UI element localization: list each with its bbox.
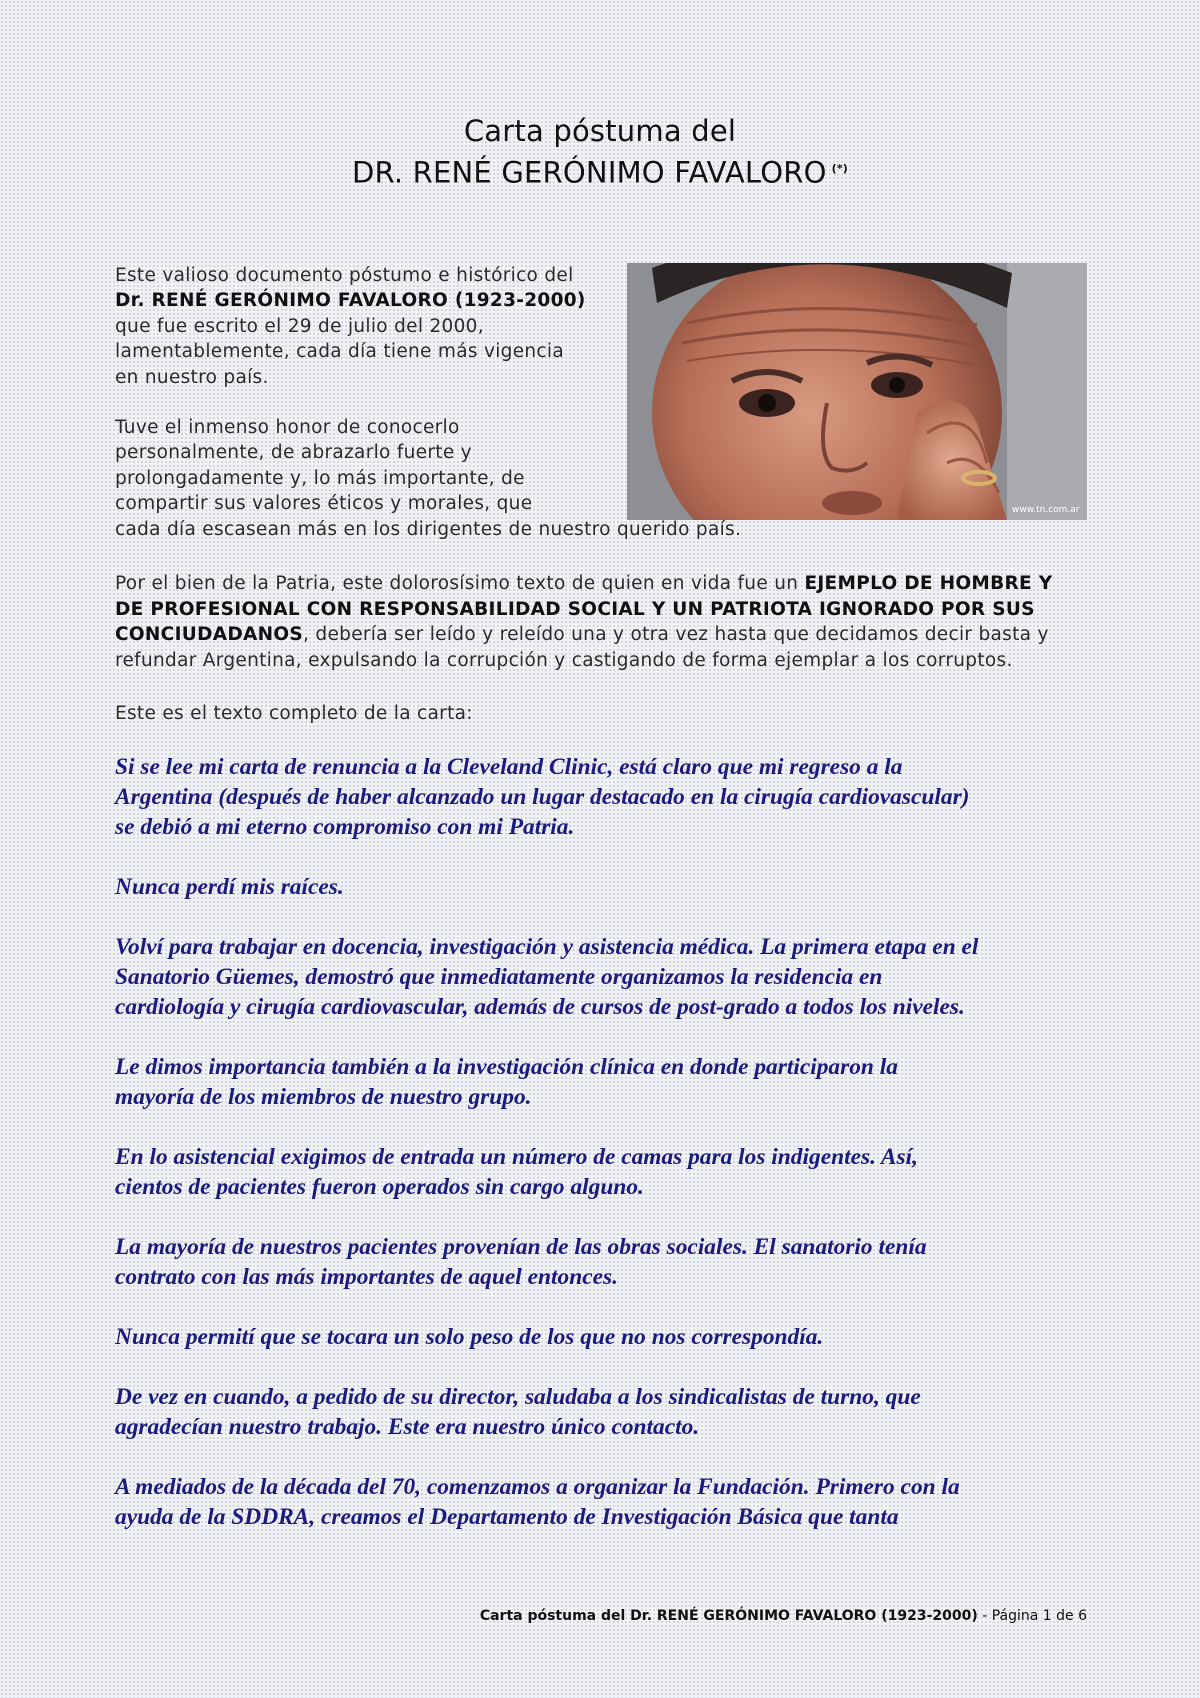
patria-text: , debería ser leído y releído una y otra vez hasta que decidamos decir basta y xyxy=(303,624,1049,646)
letter-paragraph xyxy=(115,1382,1115,1442)
intro-line: en nuestro país. xyxy=(115,366,269,388)
title-name: DR. RENÉ GERÓNIMO FAVALORO xyxy=(351,155,827,190)
letter-body xyxy=(115,752,1115,1562)
letter-paragraph xyxy=(115,1232,1115,1292)
intro-line: Tuve el inmenso honor de conocerlo xyxy=(115,417,460,439)
letter-line: A mediados de la década del 70, comenzamos a organizar la Fundación. Primero con la xyxy=(115,1474,960,1500)
letter-line: Nunca permití que se tocara un solo peso de los que no nos correspondía. xyxy=(115,1324,824,1350)
letter-paragraph xyxy=(115,1142,1115,1202)
letter-paragraph xyxy=(115,1472,1115,1532)
patria-line-2 xyxy=(115,597,1105,623)
footer-page-number: - Página 1 de 6 xyxy=(977,1608,1087,1624)
patria-bold: EJEMPLO DE HOMBRE Y xyxy=(804,573,1053,594)
patria-line-1 xyxy=(115,571,1105,597)
letter-intro: Este es el texto completo de la carta: xyxy=(115,703,473,724)
letter-paragraph xyxy=(115,1052,1115,1112)
intro-line: prolongadamente y, lo más importante, de xyxy=(115,467,525,489)
title-line-1: Carta póstuma del xyxy=(463,114,737,148)
letter-line: Si se lee mi carta de renuncia a la Cleveland Clinic, está claro que mi regreso a la xyxy=(115,754,903,780)
patria-bold: DE PROFESIONAL CON RESPONSABILIDAD SOCIAL Y UN PATRIOTA IGNORADO POR SUS xyxy=(115,598,1035,620)
intro-line: compartir sus valores éticos y morales, que xyxy=(115,493,533,515)
letter-paragraph xyxy=(115,1322,1115,1352)
title-line-2 xyxy=(0,150,1200,192)
author-name: Dr. RENÉ GERÓNIMO FAVALORO (1923-2000) xyxy=(115,290,586,312)
introduction-section xyxy=(115,263,1095,542)
intro-line: Este valioso documento póstumo e histórico del xyxy=(115,265,574,286)
letter-line: Sanatorio Güemes, demostró que inmediatamente organizamos la residencia en xyxy=(115,964,883,990)
intro-line: lamentablemente, cada día tiene más vigencia xyxy=(115,341,564,363)
letter-line: cientos de pacientes fueron operados sin cargo alguno. xyxy=(115,1174,644,1200)
patria-text: Por el bien de la Patria, este dolorosísimo texto de quien en vida fue un xyxy=(115,573,805,594)
intro-line: cada día escasean más en los dirigentes de nuestro querido país. xyxy=(115,518,742,540)
letter-line: ayuda de la SDDRA, creamos el Departamento de Investigación Básica que tanta xyxy=(115,1504,899,1530)
document-title xyxy=(0,112,1200,192)
letter-line: En lo asistencial exigimos de entrada un número de camas para los indigentes. Así, xyxy=(115,1144,918,1170)
letter-paragraph xyxy=(115,872,1115,902)
intro-line: personalmente, de abrazarlo fuerte y xyxy=(115,442,472,464)
letter-paragraph xyxy=(115,752,1115,842)
title-footnote-mark: (*) xyxy=(831,162,849,175)
letter-line: mayoría de los miembros de nuestro grupo. xyxy=(115,1084,532,1110)
letter-line: Le dimos importancia también a la investigación clínica en donde participaron la xyxy=(115,1054,898,1080)
patria-bold: CONCIUDADANOS xyxy=(115,624,304,646)
letter-paragraph xyxy=(115,932,1115,1022)
letter-line: De vez en cuando, a pedido de su director, saludaba a los sindicalistas de turno, que xyxy=(115,1384,921,1410)
letter-line: Volví para trabajar en docencia, investigación y asistencia médica. La primera etapa en el xyxy=(115,934,979,960)
letter-line: cardiología y cirugía cardiovascular, además de cursos de post-grado a todos los niveles. xyxy=(115,994,965,1020)
photo-watermark: www.tn.com.ar xyxy=(1012,505,1080,515)
intro-line: que fue escrito el 29 de julio del 2000, xyxy=(115,315,484,337)
letter-line: contrato con las más importantes de aquel entonces. xyxy=(115,1264,618,1290)
patria-line-4: refundar Argentina, expulsando la corrupción y castigando de forma ejemplar a los corruptos. xyxy=(115,650,1013,672)
letter-line: se debió a mi eterno compromiso con mi Patria. xyxy=(115,814,575,840)
patria-paragraph xyxy=(115,571,1105,674)
letter-line: Nunca perdí mis raíces. xyxy=(115,874,344,900)
letter-line: La mayoría de nuestros pacientes provenían de las obras sociales. El sanatorio tenía xyxy=(115,1234,927,1260)
letter-line: Argentina (después de haber alcanzado un lugar destacado en la cirugía cardiovascular) xyxy=(115,784,970,810)
patria-line-3 xyxy=(115,622,1105,648)
letter-line: agradecían nuestro trabajo. Este era nuestro único contacto. xyxy=(115,1414,700,1440)
page-footer xyxy=(480,1608,1087,1624)
intro-line-bold xyxy=(115,288,1095,313)
footer-title: Carta póstuma del Dr. RENÉ GERÓNIMO FAVALORO (1923-2000) xyxy=(479,1608,978,1624)
